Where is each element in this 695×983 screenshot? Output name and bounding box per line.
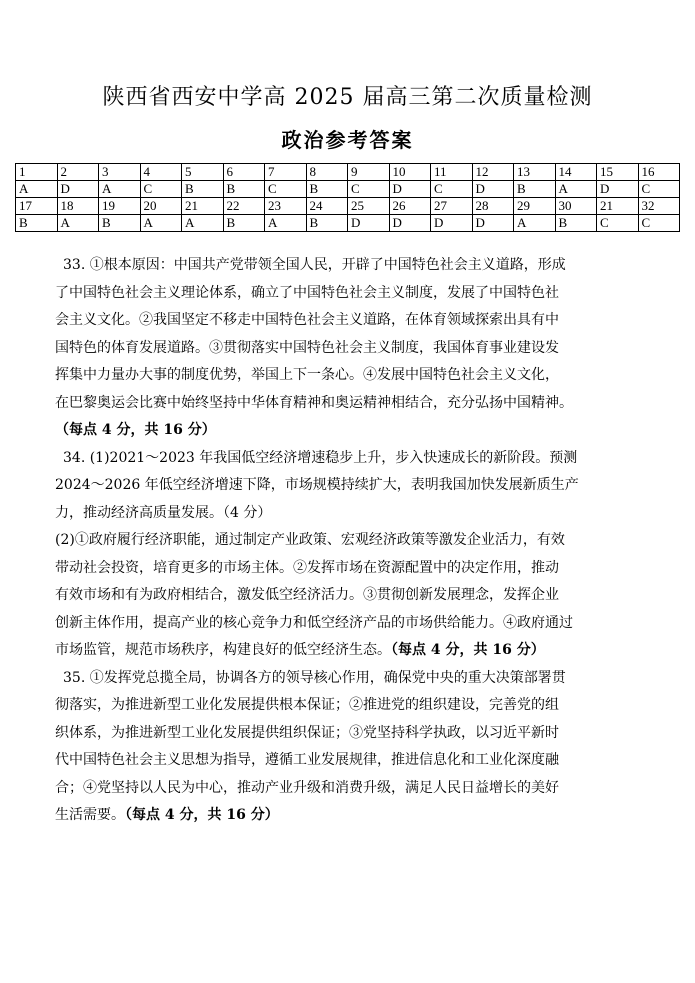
answer-letter-cell: C <box>140 181 182 198</box>
answer-letter-cell: C <box>597 215 639 232</box>
question-number-cell: 20 <box>140 198 182 215</box>
answer-letter-cell: D <box>348 215 390 232</box>
question-number-cell: 12 <box>472 164 514 181</box>
q34-line: 创新主体作用，提高产业的核心竞争力和低空经济产品的市场供给能力。④政府通过 <box>55 614 573 631</box>
answer-number-row <box>16 164 680 181</box>
question-number-cell: 18 <box>57 198 99 215</box>
answer-table <box>15 163 680 232</box>
answer-letter-cell: B <box>223 181 265 198</box>
question-number-cell: 24 <box>306 198 348 215</box>
question-number-cell: 3 <box>99 164 141 181</box>
question-number-cell: 15 <box>597 164 639 181</box>
q35-line: 织体系，为推进新型工业化发展提供组织保证；③党坚持科学执政，以习近平新时 <box>55 724 559 741</box>
question-number-cell: 17 <box>16 198 58 215</box>
answer-letter-cell: C <box>638 181 680 198</box>
question-35 <box>55 665 685 830</box>
question-number-cell: 28 <box>472 198 514 215</box>
q34-line: 2024～2026 年低空经济增速下降，市场规模持续扩大，表明我国加快发展新质生产 <box>55 477 579 493</box>
q33-line: 国特色的体育发展道路。③贯彻落实中国特色社会主义制度，我国体育事业建设发 <box>55 339 559 356</box>
question-number-cell: 29 <box>514 198 556 215</box>
question-number-cell: 27 <box>431 198 473 215</box>
q34-line: 力，推动经济高质量发展。（4 分） <box>55 504 272 521</box>
q35-line: 生活需要。 <box>55 807 125 823</box>
question-34 <box>55 445 685 665</box>
question-number-cell: 5 <box>182 164 224 181</box>
question-33 <box>55 252 685 445</box>
answer-letter-cell: B <box>223 215 265 232</box>
answer-letter-cell: C <box>348 181 390 198</box>
question-number-cell: 10 <box>389 164 431 181</box>
answer-content <box>55 252 685 830</box>
answer-letter-cell: B <box>182 181 224 198</box>
answer-letter-cell: A <box>140 215 182 232</box>
answer-letter-cell: D <box>389 215 431 232</box>
q34-last-line <box>55 637 685 665</box>
answer-letter-cell: B <box>16 215 58 232</box>
question-number-cell: 11 <box>431 164 473 181</box>
question-number-cell: 21 <box>182 198 224 215</box>
question-number-cell: 8 <box>306 164 348 181</box>
answer-letter-row <box>16 215 680 232</box>
answer-letter-cell: B <box>306 215 348 232</box>
answer-letter-cell: A <box>514 215 556 232</box>
question-number-cell: 21 <box>597 198 639 215</box>
q33-line: 33. ①根本原因：中国共产党带领全国人民，开辟了中国特色社会主义道路，形成 <box>63 257 566 273</box>
q35-line: 彻落实，为推进新型工业化发展提供根本保证；②推进党的组织建设，完善党的组 <box>55 697 559 713</box>
q33-score: （每点 4 分，共 16 分） <box>55 422 216 438</box>
document-subtitle: 政治参考答案 <box>281 128 414 152</box>
answer-letter-cell: B <box>99 215 141 232</box>
answer-number-row <box>16 198 680 215</box>
q35-line: 代中国特色社会主义思想为指导，遵循工业发展规律，推进信息化和工业化深度融 <box>55 752 559 768</box>
question-number-cell: 4 <box>140 164 182 181</box>
q33-line: 会主义文化。②我国坚定不移走中国特色社会主义道路，在体育领域探索出具有中 <box>55 312 559 328</box>
question-number-cell: 6 <box>223 164 265 181</box>
question-number-cell: 14 <box>555 164 597 181</box>
answer-letter-cell: B <box>514 181 556 198</box>
answer-letter-cell: D <box>597 181 639 198</box>
q35-last-line <box>55 802 685 830</box>
answer-letter-cell: D <box>431 215 473 232</box>
question-number-cell: 23 <box>265 198 307 215</box>
question-number-cell: 30 <box>555 198 597 215</box>
answer-letter-cell: C <box>431 181 473 198</box>
answer-letter-cell: A <box>99 181 141 198</box>
q35-score: （每点 4 分，共 16 分） <box>125 807 279 823</box>
answer-letter-cell: A <box>16 181 58 198</box>
q35-line: 合；④党坚持以人民为中心，推动产业升级和消费升级，满足人民日益增长的美好 <box>55 779 559 796</box>
q33-line: 在巴黎奥运会比赛中始终坚持中华体育精神和奥运精神相结合，充分弘扬中国精神。 <box>55 394 573 411</box>
question-number-cell: 25 <box>348 198 390 215</box>
answer-letter-cell: B <box>306 181 348 198</box>
answer-letter-cell: C <box>638 215 680 232</box>
q34-line: 有效市场和有为政府相结合，激发低空经济活力。③贯彻创新发展理念，发挥企业 <box>55 587 559 603</box>
answer-letter-cell: D <box>472 181 514 198</box>
q33-line: 了中国特色社会主义理论体系，确立了中国特色社会主义制度，发展了中国特色社 <box>55 284 559 301</box>
answer-letter-cell: A <box>182 215 224 232</box>
answer-letter-row <box>16 181 680 198</box>
question-number-cell: 13 <box>514 164 556 181</box>
q34-line: 市场监管，规范市场秩序，构建良好的低空经济生态。 <box>55 642 391 658</box>
question-number-cell: 7 <box>265 164 307 181</box>
answer-letter-cell: D <box>389 181 431 198</box>
question-number-cell: 2 <box>57 164 99 181</box>
question-number-cell: 26 <box>389 198 431 215</box>
question-number-cell: 1 <box>16 164 58 181</box>
question-number-cell: 22 <box>223 198 265 215</box>
q34-line: (2)①政府履行经济职能，通过制定产业政策、宏观经济政策等激发企业活力，有效 <box>55 532 565 548</box>
q34-line: 34. (1)2021～2023 年我国低空经济增速稳步上升，步入快速成长的新阶段。预测 <box>63 449 578 466</box>
q34-score: （每点 4 分，共 16 分） <box>391 642 545 658</box>
question-number-cell: 19 <box>99 198 141 215</box>
q34-line: 带动社会投资，培育更多的市场主体。②发挥市场在资源配置中的决定作用，推动 <box>55 559 559 576</box>
answer-letter-cell: A <box>57 215 99 232</box>
answer-letter-cell: D <box>57 181 99 198</box>
question-number-cell: 9 <box>348 164 390 181</box>
question-number-cell: 32 <box>638 198 680 215</box>
q35-line: 35. ①发挥党总揽全局，协调各方的领导核心作用，确保党中央的重大决策部署贯 <box>63 669 566 686</box>
q33-line: 挥集中力量办大事的制度优势，举国上下一条心。④发展中国特色社会主义文化， <box>55 367 559 383</box>
answer-letter-cell: A <box>265 215 307 232</box>
answer-letter-cell: A <box>555 181 597 198</box>
answer-letter-cell: B <box>555 215 597 232</box>
document-title: 陕西省西安中学高 2025 届高三第二次质量检测 <box>102 85 593 110</box>
question-number-cell: 16 <box>638 164 680 181</box>
answer-letter-cell: D <box>472 215 514 232</box>
answer-letter-cell: C <box>265 181 307 198</box>
